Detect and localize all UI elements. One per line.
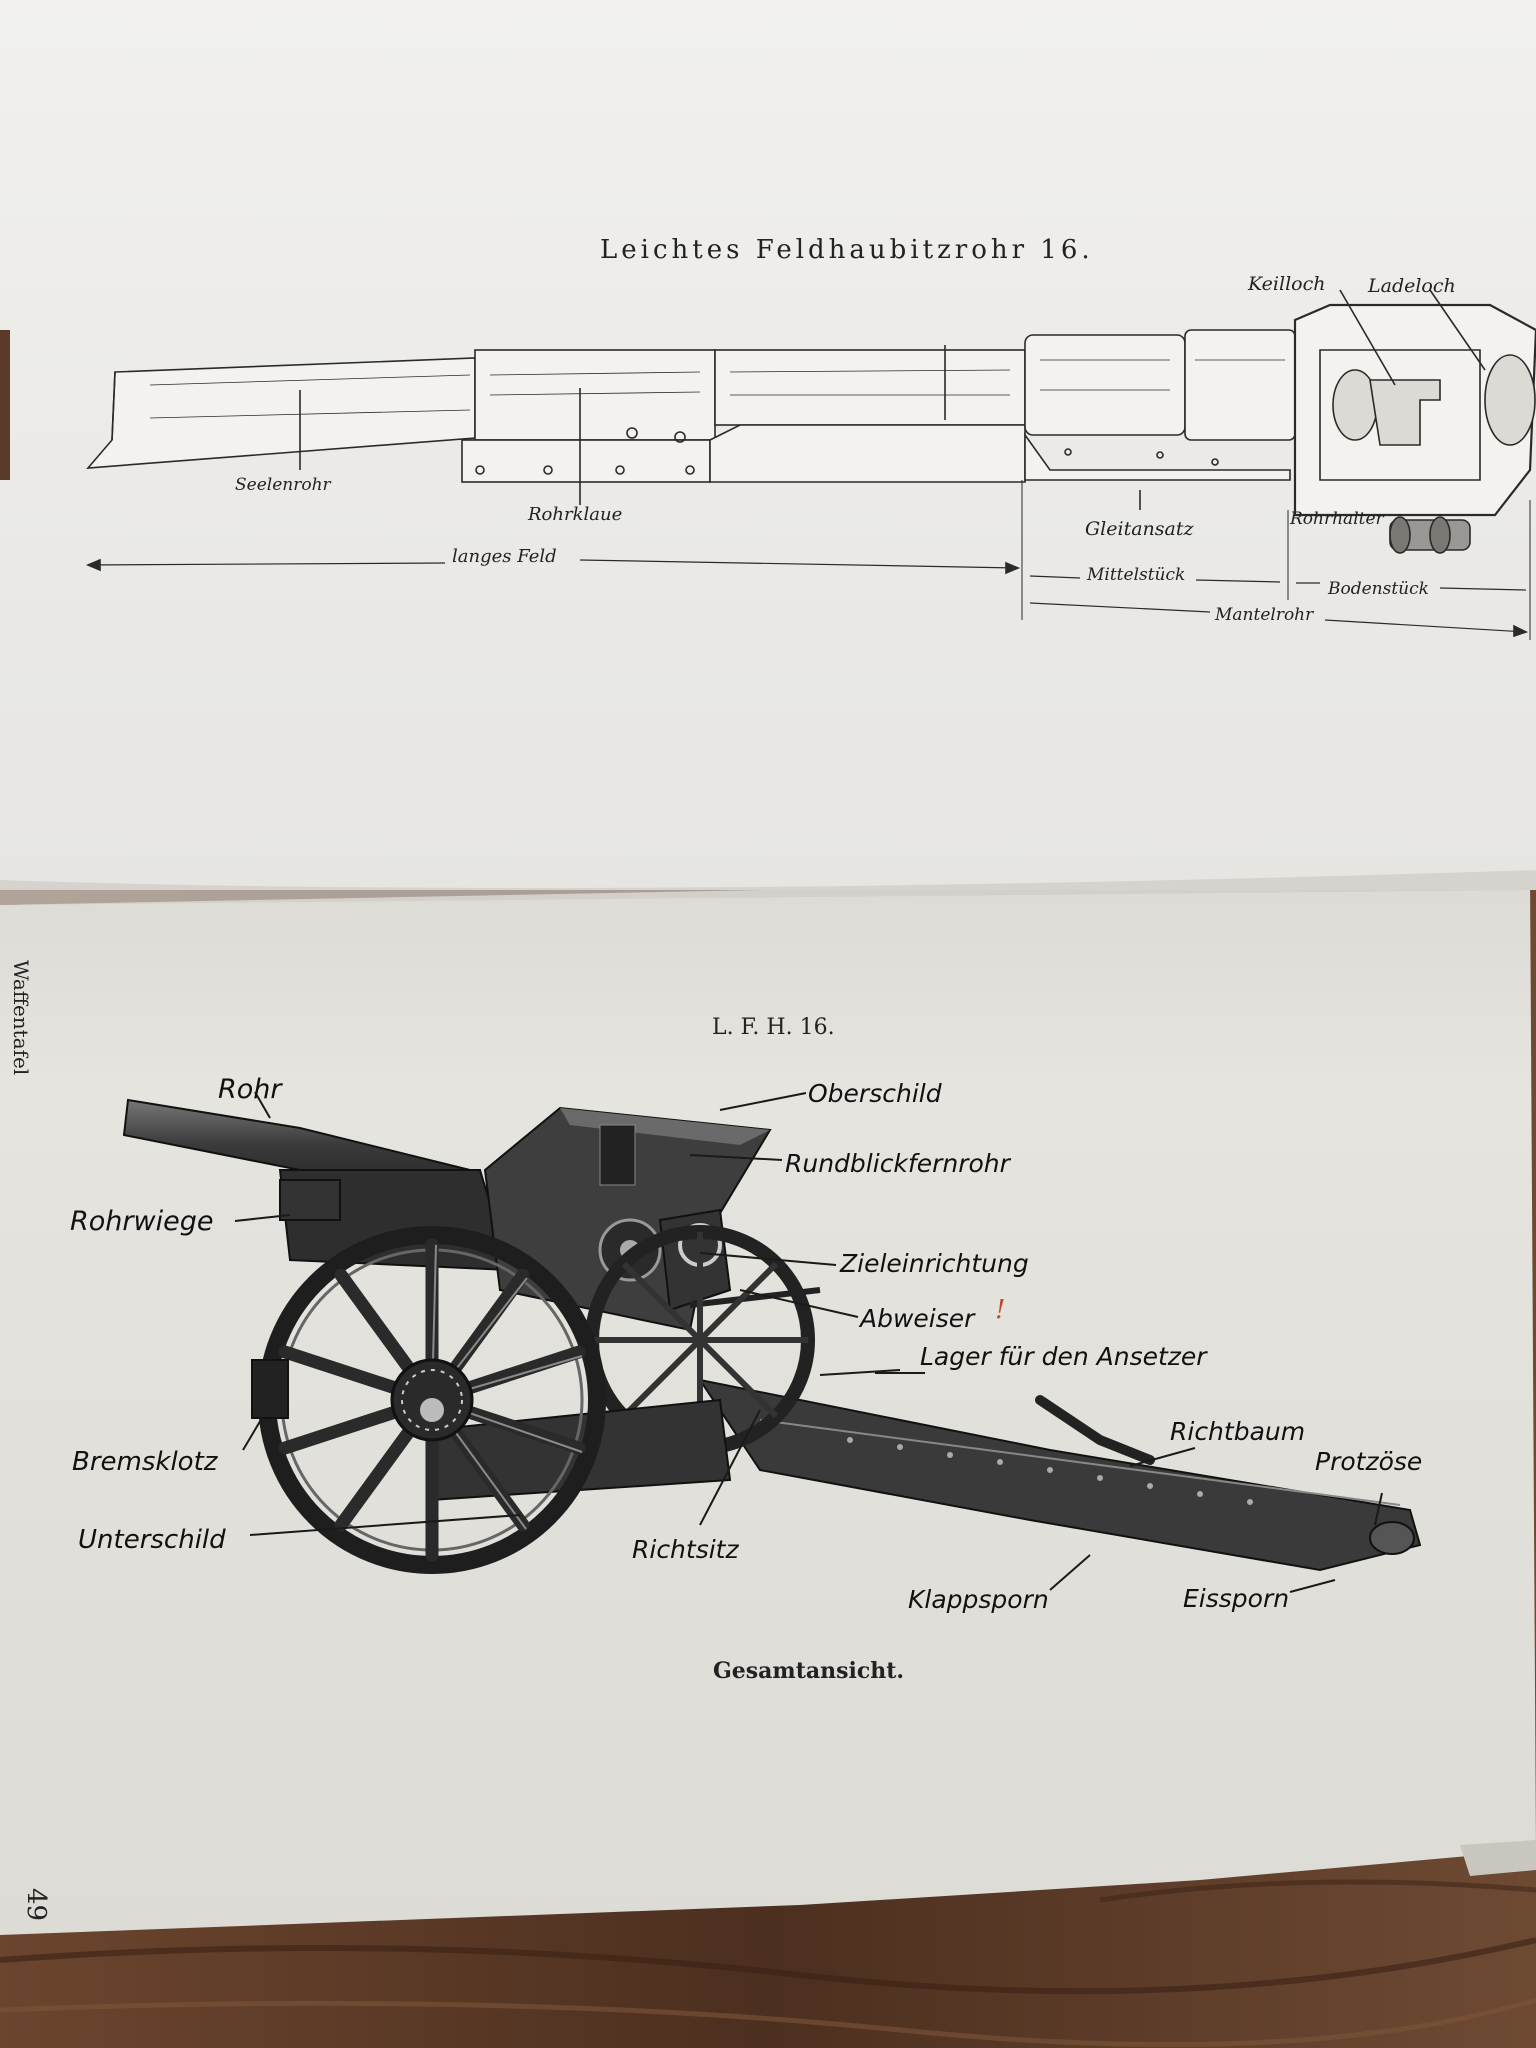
bottom-caption: Gesamtansicht. (713, 1658, 905, 1684)
label-protzoese: Protzöse (1315, 1447, 1423, 1476)
top-title: Leichtes Feldhaubitzrohr 16. (600, 235, 1094, 265)
label-rohr: Rohr (218, 1074, 282, 1105)
page-number: 49 (21, 1888, 51, 1922)
label-zieleinrichtung: Zieleinrichtung (840, 1249, 1029, 1278)
label-langes-feld: langes Feld (452, 546, 557, 567)
label-eissporn: Eissporn (1183, 1584, 1290, 1613)
label-rohrklaue: Rohrklaue (528, 504, 623, 525)
label-abweiser-mark: ! (995, 1295, 1006, 1325)
label-bodenstueck: Bodenstück (1328, 579, 1429, 599)
label-oberschild: Oberschild (808, 1079, 942, 1108)
label-mittelstueck: Mittelstück (1087, 565, 1186, 585)
label-seelenrohr: Seelenrohr (235, 475, 331, 495)
label-bremskloetz: Bremsklotz (72, 1447, 218, 1477)
label-abweiser: Abweiser (860, 1304, 975, 1333)
label-unterschild: Unterschild (78, 1525, 226, 1555)
label-klappsporn: Klappsporn (908, 1585, 1049, 1614)
label-rundblickfernrohr: Rundblickfernrohr (785, 1149, 1010, 1178)
label-keilloch: Keilloch (1248, 273, 1326, 295)
label-ladeloch: Ladeloch (1368, 275, 1456, 297)
label-lager: Lager für den Ansetzer (920, 1342, 1207, 1371)
label-rohrwiege: Rohrwiege (70, 1206, 214, 1237)
label-mantelrohr: Mantelrohr (1215, 605, 1314, 625)
label-rohrhalter: Rohrhalter (1290, 509, 1384, 529)
bottom-title: L. F. H. 16. (712, 1015, 835, 1040)
spine-text: Waffentafel (9, 960, 33, 1076)
label-gleitansatz: Gleitansatz (1085, 518, 1194, 540)
label-richtbaum: Richtbaum (1170, 1417, 1306, 1446)
label-richtsitz: Richtsitz (632, 1535, 739, 1564)
